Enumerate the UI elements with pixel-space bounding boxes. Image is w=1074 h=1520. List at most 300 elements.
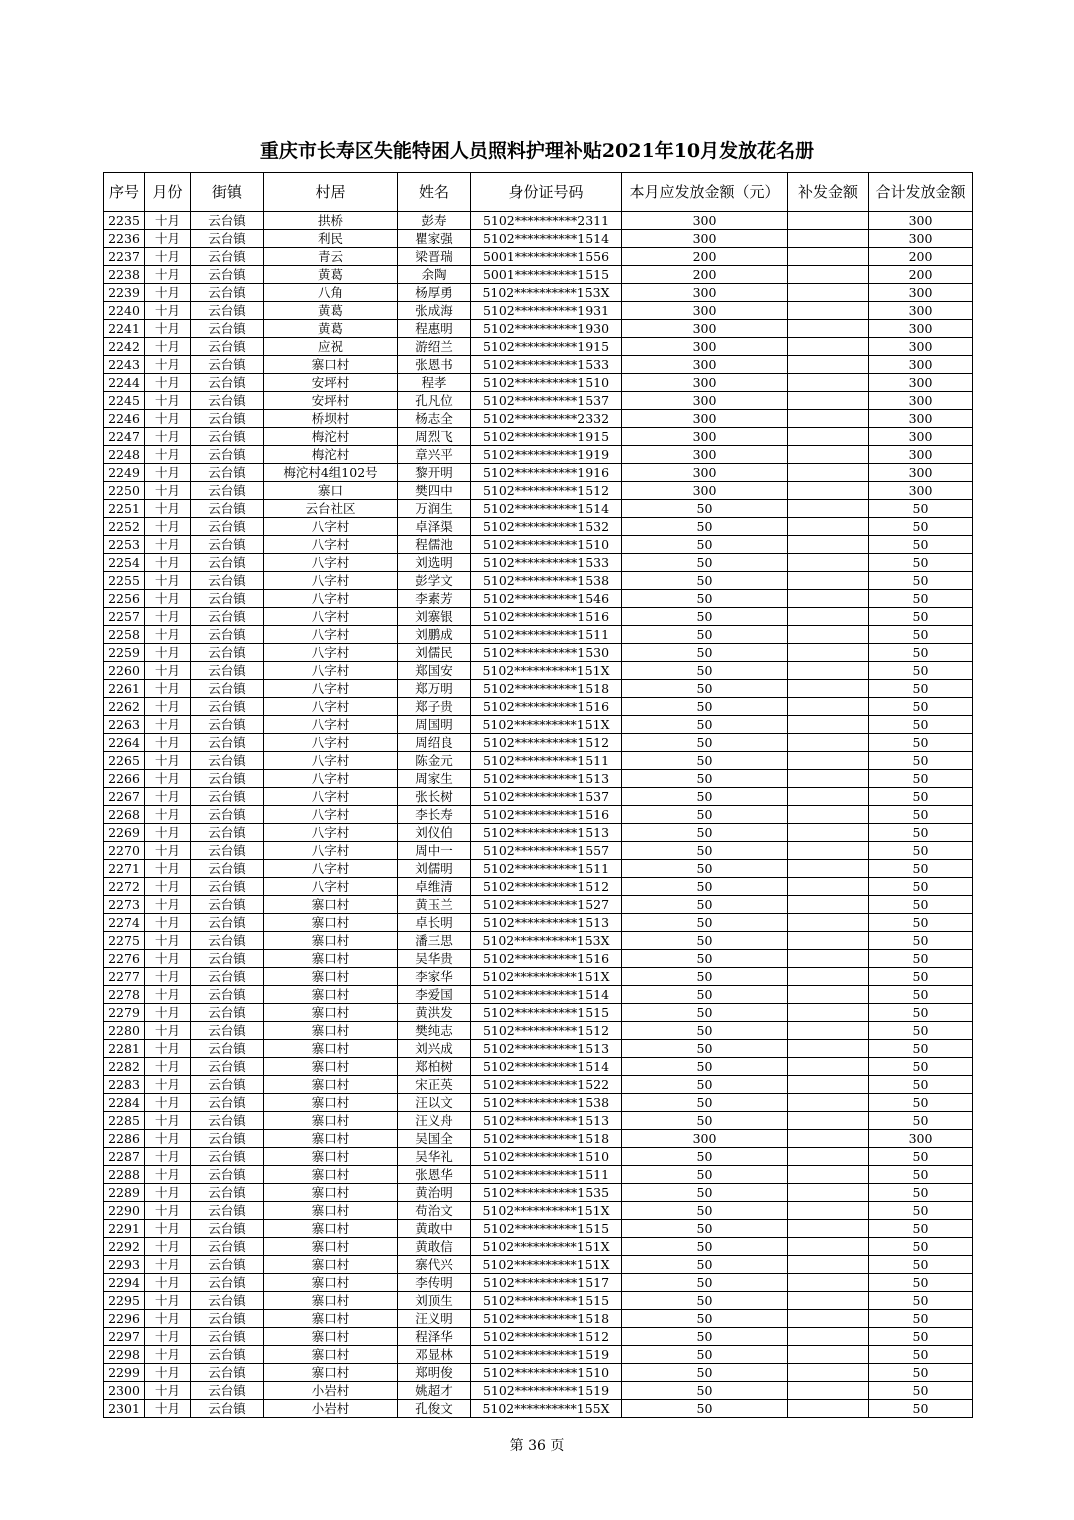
cell-serial: 2272 <box>104 878 145 896</box>
cell-village: 拱桥 <box>264 212 398 230</box>
cell-serial: 2236 <box>104 230 145 248</box>
cell-serial: 2264 <box>104 734 145 752</box>
table-row <box>104 1130 973 1148</box>
cell-serial: 2287 <box>104 1148 145 1166</box>
cell-name: 黎开明 <box>398 464 471 482</box>
cell-town: 云台镇 <box>191 1040 264 1058</box>
cell-backpay-amount <box>788 626 869 644</box>
table-row <box>104 1310 973 1328</box>
cell-village: 八字村 <box>264 752 398 770</box>
cell-total-amount: 50 <box>869 752 973 770</box>
cell-id-number: 5102**********1535 <box>471 1184 622 1202</box>
cell-backpay-amount <box>788 1022 869 1040</box>
cell-month: 十月 <box>145 1094 191 1112</box>
cell-serial: 2288 <box>104 1166 145 1184</box>
cell-backpay-amount <box>788 284 869 302</box>
table-row <box>104 1166 973 1184</box>
cell-id-number: 5102**********1513 <box>471 770 622 788</box>
cell-village: 桥坝村 <box>264 410 398 428</box>
cell-town: 云台镇 <box>191 1076 264 1094</box>
cell-serial: 2271 <box>104 860 145 878</box>
cell-village: 黄葛 <box>264 266 398 284</box>
cell-id-number: 5102**********1546 <box>471 590 622 608</box>
cell-total-amount: 50 <box>869 1094 973 1112</box>
cell-town: 云台镇 <box>191 1238 264 1256</box>
table-row <box>104 860 973 878</box>
table-row <box>104 1238 973 1256</box>
cell-backpay-amount <box>788 644 869 662</box>
cell-total-amount: 50 <box>869 1274 973 1292</box>
cell-monthly-amount: 300 <box>622 212 788 230</box>
cell-month: 十月 <box>145 446 191 464</box>
table-row <box>104 1022 973 1040</box>
cell-town: 云台镇 <box>191 1058 264 1076</box>
cell-monthly-amount: 50 <box>622 1346 788 1364</box>
cell-month: 十月 <box>145 1022 191 1040</box>
cell-town: 云台镇 <box>191 212 264 230</box>
cell-village: 八字村 <box>264 572 398 590</box>
cell-id-number: 5102**********1537 <box>471 788 622 806</box>
cell-village: 八字村 <box>264 788 398 806</box>
cell-backpay-amount <box>788 680 869 698</box>
cell-backpay-amount <box>788 788 869 806</box>
table-row <box>104 968 973 986</box>
table-row <box>104 608 973 626</box>
table-row <box>104 770 973 788</box>
cell-serial: 2270 <box>104 842 145 860</box>
cell-town: 云台镇 <box>191 1256 264 1274</box>
cell-town: 云台镇 <box>191 1184 264 1202</box>
cell-village: 安坪村 <box>264 374 398 392</box>
cell-backpay-amount <box>788 356 869 374</box>
cell-town: 云台镇 <box>191 896 264 914</box>
table-row <box>104 1040 973 1058</box>
cell-backpay-amount <box>788 950 869 968</box>
cell-monthly-amount: 50 <box>622 1202 788 1220</box>
cell-monthly-amount: 300 <box>622 374 788 392</box>
table-row <box>104 500 973 518</box>
cell-id-number: 5102**********1513 <box>471 1040 622 1058</box>
cell-name: 吴国全 <box>398 1130 471 1148</box>
cell-month: 十月 <box>145 1202 191 1220</box>
cell-name: 游绍兰 <box>398 338 471 356</box>
cell-name: 程儒池 <box>398 536 471 554</box>
cell-village: 八字村 <box>264 518 398 536</box>
cell-month: 十月 <box>145 1292 191 1310</box>
cell-id-number: 5001**********1515 <box>471 266 622 284</box>
cell-total-amount: 50 <box>869 914 973 932</box>
cell-name: 汪义舟 <box>398 1112 471 1130</box>
cell-village: 梅沱村4组102号 <box>264 464 398 482</box>
cell-village: 云台社区 <box>264 500 398 518</box>
cell-backpay-amount <box>788 1112 869 1130</box>
cell-town: 云台镇 <box>191 554 264 572</box>
cell-name: 卓泽渠 <box>398 518 471 536</box>
table-row <box>104 230 973 248</box>
cell-id-number: 5102**********151X <box>471 1256 622 1274</box>
cell-month: 十月 <box>145 770 191 788</box>
cell-month: 十月 <box>145 482 191 500</box>
cell-month: 十月 <box>145 860 191 878</box>
cell-village: 寨口村 <box>264 1238 398 1256</box>
cell-total-amount: 50 <box>869 1346 973 1364</box>
cell-monthly-amount: 50 <box>622 1040 788 1058</box>
cell-month: 十月 <box>145 356 191 374</box>
cell-monthly-amount: 300 <box>622 446 788 464</box>
cell-total-amount: 50 <box>869 842 973 860</box>
cell-month: 十月 <box>145 932 191 950</box>
cell-id-number: 5102**********1510 <box>471 536 622 554</box>
cell-village: 八字村 <box>264 662 398 680</box>
cell-id-number: 5102**********1557 <box>471 842 622 860</box>
cell-month: 十月 <box>145 1058 191 1076</box>
cell-id-number: 5102**********1510 <box>471 374 622 392</box>
cell-month: 十月 <box>145 1238 191 1256</box>
table-row <box>104 284 973 302</box>
cell-month: 十月 <box>145 1274 191 1292</box>
table-row <box>104 842 973 860</box>
cell-total-amount: 50 <box>869 572 973 590</box>
cell-name: 张恩华 <box>398 1166 471 1184</box>
cell-total-amount: 50 <box>869 896 973 914</box>
cell-total-amount: 50 <box>869 1076 973 1094</box>
cell-town: 云台镇 <box>191 1400 264 1418</box>
subsidy-roster-table <box>103 172 973 1418</box>
cell-town: 云台镇 <box>191 1004 264 1022</box>
cell-town: 云台镇 <box>191 266 264 284</box>
cell-town: 云台镇 <box>191 680 264 698</box>
cell-total-amount: 50 <box>869 716 973 734</box>
table-row <box>104 536 973 554</box>
cell-name: 刘寨银 <box>398 608 471 626</box>
cell-total-amount: 200 <box>869 248 973 266</box>
cell-serial: 2238 <box>104 266 145 284</box>
table-row <box>104 626 973 644</box>
cell-name: 周国明 <box>398 716 471 734</box>
cell-village: 寨口村 <box>264 896 398 914</box>
cell-backpay-amount <box>788 1364 869 1382</box>
cell-village: 利民 <box>264 230 398 248</box>
cell-town: 云台镇 <box>191 356 264 374</box>
cell-village: 寨口村 <box>264 1328 398 1346</box>
cell-name: 黄洪发 <box>398 1004 471 1022</box>
cell-month: 十月 <box>145 734 191 752</box>
cell-backpay-amount <box>788 1076 869 1094</box>
cell-backpay-amount <box>788 1400 869 1418</box>
cell-monthly-amount: 300 <box>622 1130 788 1148</box>
cell-serial: 2248 <box>104 446 145 464</box>
cell-month: 十月 <box>145 986 191 1004</box>
cell-month: 十月 <box>145 320 191 338</box>
cell-village: 八字村 <box>264 860 398 878</box>
cell-backpay-amount <box>788 482 869 500</box>
cell-id-number: 5102**********151X <box>471 1202 622 1220</box>
cell-total-amount: 50 <box>869 1058 973 1076</box>
cell-total-amount: 50 <box>869 644 973 662</box>
cell-total-amount: 50 <box>869 986 973 1004</box>
cell-village: 黄葛 <box>264 302 398 320</box>
cell-monthly-amount: 50 <box>622 950 788 968</box>
cell-id-number: 5102**********153X <box>471 932 622 950</box>
cell-id-number: 5001**********1556 <box>471 248 622 266</box>
cell-town: 云台镇 <box>191 1130 264 1148</box>
cell-id-number: 5102**********1533 <box>471 356 622 374</box>
cell-serial: 2263 <box>104 716 145 734</box>
cell-backpay-amount <box>788 554 869 572</box>
cell-village: 八字村 <box>264 842 398 860</box>
cell-town: 云台镇 <box>191 1220 264 1238</box>
cell-id-number: 5102**********151X <box>471 1238 622 1256</box>
cell-id-number: 5102**********1915 <box>471 338 622 356</box>
cell-backpay-amount <box>788 1148 869 1166</box>
cell-backpay-amount <box>788 1202 869 1220</box>
cell-backpay-amount <box>788 266 869 284</box>
cell-name: 李爱国 <box>398 986 471 1004</box>
cell-town: 云台镇 <box>191 1112 264 1130</box>
cell-village: 寨口村 <box>264 968 398 986</box>
cell-id-number: 5102**********1514 <box>471 500 622 518</box>
cell-village: 寨口村 <box>264 1058 398 1076</box>
cell-month: 十月 <box>145 302 191 320</box>
cell-village: 寨口村 <box>264 1148 398 1166</box>
cell-town: 云台镇 <box>191 536 264 554</box>
cell-village: 八字村 <box>264 536 398 554</box>
cell-serial: 2262 <box>104 698 145 716</box>
cell-month: 十月 <box>145 968 191 986</box>
cell-backpay-amount <box>788 320 869 338</box>
cell-monthly-amount: 50 <box>622 1166 788 1184</box>
cell-backpay-amount <box>788 1310 869 1328</box>
cell-total-amount: 300 <box>869 410 973 428</box>
cell-id-number: 5102**********155X <box>471 1400 622 1418</box>
cell-monthly-amount: 300 <box>622 230 788 248</box>
cell-serial: 2268 <box>104 806 145 824</box>
cell-name: 杨厚勇 <box>398 284 471 302</box>
cell-name: 卓维清 <box>398 878 471 896</box>
table-row <box>104 1058 973 1076</box>
cell-total-amount: 50 <box>869 1166 973 1184</box>
cell-monthly-amount: 50 <box>622 1256 788 1274</box>
cell-town: 云台镇 <box>191 968 264 986</box>
cell-id-number: 5102**********1512 <box>471 878 622 896</box>
cell-name: 黄玉兰 <box>398 896 471 914</box>
cell-monthly-amount: 50 <box>622 644 788 662</box>
cell-month: 十月 <box>145 1148 191 1166</box>
cell-backpay-amount <box>788 590 869 608</box>
cell-town: 云台镇 <box>191 248 264 266</box>
cell-backpay-amount <box>788 932 869 950</box>
cell-monthly-amount: 50 <box>622 1328 788 1346</box>
cell-backpay-amount <box>788 914 869 932</box>
table-row <box>104 644 973 662</box>
cell-month: 十月 <box>145 374 191 392</box>
cell-monthly-amount: 300 <box>622 284 788 302</box>
cell-total-amount: 50 <box>869 1364 973 1382</box>
table-row <box>104 1292 973 1310</box>
table-row <box>104 392 973 410</box>
cell-id-number: 5102**********1530 <box>471 644 622 662</box>
cell-monthly-amount: 50 <box>622 734 788 752</box>
cell-serial: 2292 <box>104 1238 145 1256</box>
table-row <box>104 1094 973 1112</box>
cell-town: 云台镇 <box>191 626 264 644</box>
cell-backpay-amount <box>788 464 869 482</box>
cell-village: 小岩村 <box>264 1382 398 1400</box>
cell-town: 云台镇 <box>191 608 264 626</box>
cell-month: 十月 <box>145 500 191 518</box>
cell-backpay-amount <box>788 392 869 410</box>
cell-month: 十月 <box>145 212 191 230</box>
cell-town: 云台镇 <box>191 752 264 770</box>
cell-id-number: 5102**********1537 <box>471 392 622 410</box>
cell-serial: 2245 <box>104 392 145 410</box>
cell-total-amount: 50 <box>869 932 973 950</box>
header-town: 街镇 <box>191 173 264 212</box>
cell-village: 寨口村 <box>264 914 398 932</box>
header-id-number: 身份证号码 <box>471 173 622 212</box>
table-row <box>104 716 973 734</box>
cell-total-amount: 50 <box>869 590 973 608</box>
cell-id-number: 5102**********1518 <box>471 680 622 698</box>
cell-backpay-amount <box>788 1256 869 1274</box>
cell-monthly-amount: 50 <box>622 1400 788 1418</box>
cell-serial: 2266 <box>104 770 145 788</box>
cell-backpay-amount <box>788 212 869 230</box>
cell-id-number: 5102**********1515 <box>471 1292 622 1310</box>
cell-village: 八字村 <box>264 716 398 734</box>
cell-village: 寨口村 <box>264 1346 398 1364</box>
cell-monthly-amount: 50 <box>622 1094 788 1112</box>
cell-total-amount: 50 <box>869 1112 973 1130</box>
cell-month: 十月 <box>145 392 191 410</box>
cell-total-amount: 300 <box>869 212 973 230</box>
table-row <box>104 932 973 950</box>
cell-town: 云台镇 <box>191 392 264 410</box>
cell-name: 周家生 <box>398 770 471 788</box>
cell-village: 安坪村 <box>264 392 398 410</box>
cell-town: 云台镇 <box>191 590 264 608</box>
cell-month: 十月 <box>145 338 191 356</box>
cell-serial: 2301 <box>104 1400 145 1418</box>
cell-month: 十月 <box>145 1184 191 1202</box>
cell-village: 寨口村 <box>264 356 398 374</box>
cell-name: 李传明 <box>398 1274 471 1292</box>
cell-backpay-amount <box>788 1094 869 1112</box>
cell-town: 云台镇 <box>191 1166 264 1184</box>
cell-backpay-amount <box>788 1130 869 1148</box>
cell-town: 云台镇 <box>191 788 264 806</box>
cell-serial: 2235 <box>104 212 145 230</box>
cell-serial: 2247 <box>104 428 145 446</box>
cell-village: 寨口村 <box>264 1184 398 1202</box>
cell-town: 云台镇 <box>191 1310 264 1328</box>
cell-id-number: 5102**********1511 <box>471 626 622 644</box>
cell-town: 云台镇 <box>191 716 264 734</box>
cell-serial: 2250 <box>104 482 145 500</box>
cell-town: 云台镇 <box>191 1346 264 1364</box>
cell-total-amount: 50 <box>869 1004 973 1022</box>
cell-backpay-amount <box>788 230 869 248</box>
cell-serial: 2251 <box>104 500 145 518</box>
cell-name: 孔俊文 <box>398 1400 471 1418</box>
cell-backpay-amount <box>788 1184 869 1202</box>
cell-serial: 2294 <box>104 1274 145 1292</box>
cell-name: 刘兴成 <box>398 1040 471 1058</box>
cell-monthly-amount: 50 <box>622 1364 788 1382</box>
cell-backpay-amount <box>788 338 869 356</box>
cell-backpay-amount <box>788 374 869 392</box>
table-row <box>104 356 973 374</box>
cell-backpay-amount <box>788 500 869 518</box>
cell-total-amount: 50 <box>869 1310 973 1328</box>
cell-monthly-amount: 50 <box>622 680 788 698</box>
cell-id-number: 5102**********1514 <box>471 230 622 248</box>
cell-monthly-amount: 50 <box>622 1076 788 1094</box>
cell-id-number: 5102**********1514 <box>471 1058 622 1076</box>
cell-name: 黄敢信 <box>398 1238 471 1256</box>
cell-monthly-amount: 50 <box>622 1220 788 1238</box>
cell-total-amount: 50 <box>869 1292 973 1310</box>
cell-backpay-amount <box>788 1382 869 1400</box>
cell-total-amount: 50 <box>869 1256 973 1274</box>
cell-name: 李素芳 <box>398 590 471 608</box>
cell-total-amount: 300 <box>869 1130 973 1148</box>
cell-serial: 2258 <box>104 626 145 644</box>
cell-name: 刘儒明 <box>398 860 471 878</box>
cell-name: 刘选明 <box>398 554 471 572</box>
cell-town: 云台镇 <box>191 734 264 752</box>
cell-serial: 2281 <box>104 1040 145 1058</box>
table-row <box>104 752 973 770</box>
cell-name: 余陶 <box>398 266 471 284</box>
header-backpay-amount: 补发金额 <box>788 173 869 212</box>
cell-id-number: 5102**********1515 <box>471 1220 622 1238</box>
cell-total-amount: 50 <box>869 518 973 536</box>
cell-town: 云台镇 <box>191 824 264 842</box>
cell-name: 杨志全 <box>398 410 471 428</box>
cell-village: 八字村 <box>264 590 398 608</box>
cell-town: 云台镇 <box>191 1364 264 1382</box>
cell-month: 十月 <box>145 878 191 896</box>
cell-monthly-amount: 300 <box>622 320 788 338</box>
cell-monthly-amount: 50 <box>622 752 788 770</box>
header-serial: 序号 <box>104 173 145 212</box>
cell-name: 梁晋瑞 <box>398 248 471 266</box>
cell-monthly-amount: 50 <box>622 1274 788 1292</box>
cell-total-amount: 50 <box>869 788 973 806</box>
cell-monthly-amount: 300 <box>622 302 788 320</box>
cell-backpay-amount <box>788 1328 869 1346</box>
cell-monthly-amount: 300 <box>622 338 788 356</box>
cell-village: 八字村 <box>264 734 398 752</box>
cell-serial: 2260 <box>104 662 145 680</box>
cell-monthly-amount: 50 <box>622 716 788 734</box>
cell-name: 李家华 <box>398 968 471 986</box>
cell-town: 云台镇 <box>191 770 264 788</box>
cell-backpay-amount <box>788 446 869 464</box>
cell-serial: 2278 <box>104 986 145 1004</box>
cell-total-amount: 50 <box>869 500 973 518</box>
cell-backpay-amount <box>788 698 869 716</box>
cell-name: 刘仪伯 <box>398 824 471 842</box>
cell-month: 十月 <box>145 1346 191 1364</box>
table-row <box>104 806 973 824</box>
table-row <box>104 950 973 968</box>
cell-total-amount: 50 <box>869 554 973 572</box>
cell-village: 寨口村 <box>264 1202 398 1220</box>
cell-total-amount: 50 <box>869 1400 973 1418</box>
cell-name: 瞿家强 <box>398 230 471 248</box>
